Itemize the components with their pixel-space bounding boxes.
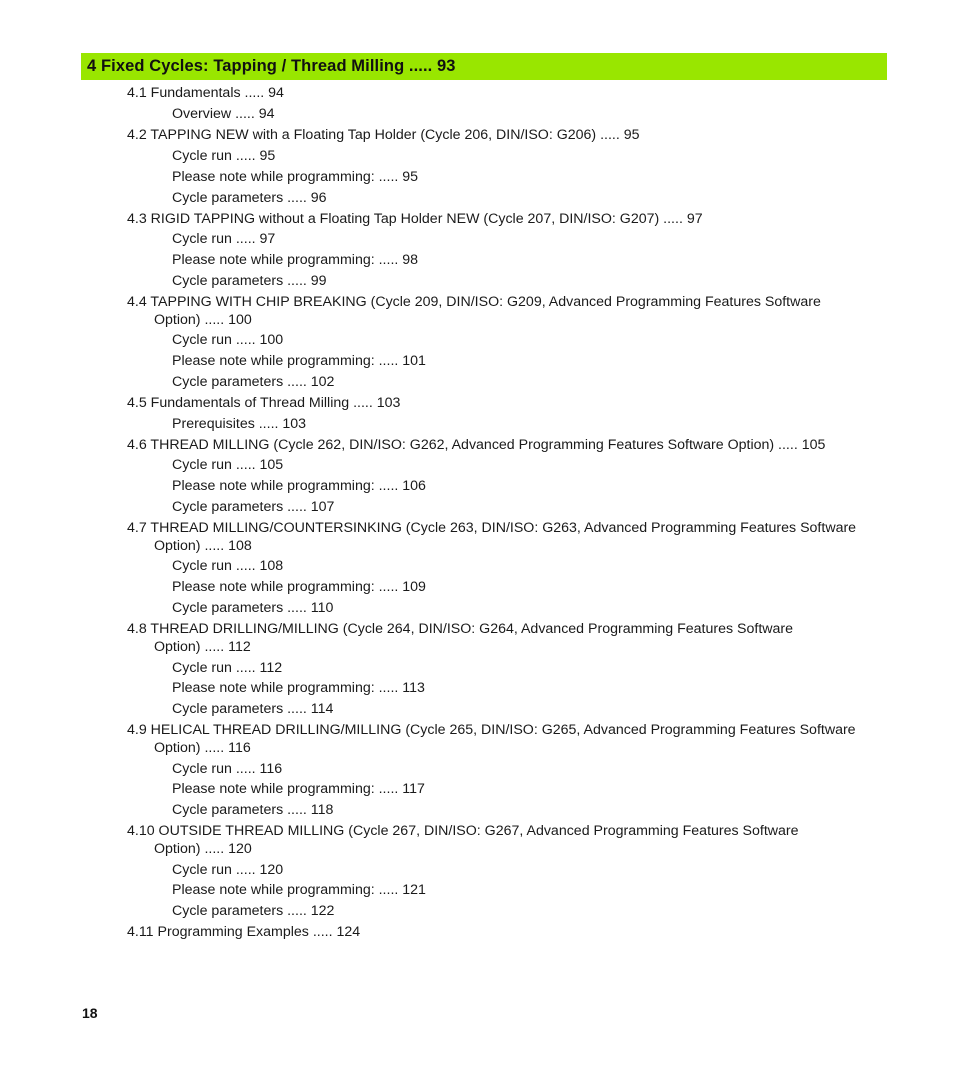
toc-section-4-2[interactable]: 4.2 TAPPING NEW with a Floating Tap Holder (Cycle 206, DIN/ISO: G206) ..... 95 (127, 127, 640, 143)
toc-subsection[interactable]: Cycle parameters ..... 122 (172, 903, 335, 919)
toc-subsection[interactable]: Please note while programming: ..... 101 (172, 353, 426, 369)
toc-subsection[interactable]: Cycle parameters ..... 102 (172, 374, 335, 390)
toc-section-line: 4.10 OUTSIDE THREAD MILLING (Cycle 267, DIN/ISO: G267, Advanced Programming Features Software (127, 823, 799, 839)
toc-section-line: Option) ..... 100 (154, 312, 252, 328)
toc-subsection[interactable]: Cycle run ..... 108 (172, 558, 284, 574)
toc-subsection[interactable]: Cycle parameters ..... 107 (172, 499, 335, 515)
toc-section-line: Option) ..... 112 (154, 639, 251, 655)
toc-section-line: Option) ..... 116 (154, 740, 251, 756)
toc-subsection[interactable]: Please note while programming: ..... 106 (172, 478, 426, 494)
toc-section-4-10[interactable] (127, 822, 867, 858)
toc-subsection[interactable]: Cycle run ..... 112 (172, 660, 283, 676)
toc-section-line: Option) ..... 120 (154, 841, 252, 857)
toc-section-4-3[interactable]: 4.3 RIGID TAPPING without a Floating Tap Holder NEW (Cycle 207, DIN/ISO: G207) ..... 97 (127, 211, 703, 227)
toc-section-line: 4.4 TAPPING WITH CHIP BREAKING (Cycle 209, DIN/ISO: G209, Advanced Programming Features Software (127, 294, 821, 310)
toc-section-4-7[interactable] (127, 519, 867, 555)
toc-subsection[interactable]: Cycle run ..... 120 (172, 862, 284, 878)
toc-section-line: 4.9 HELICAL THREAD DRILLING/MILLING (Cycle 265, DIN/ISO: G265, Advanced Programming Features Software (127, 722, 856, 738)
toc-subsection[interactable]: Please note while programming: ..... 95 (172, 169, 419, 185)
toc-subsection[interactable]: Cycle run ..... 95 (172, 148, 276, 164)
toc-subsection[interactable]: Cycle run ..... 116 (172, 761, 283, 777)
chapter-title[interactable]: 4 Fixed Cycles: Tapping / Thread Milling ..... 93 (87, 57, 456, 75)
toc-subsection[interactable]: Please note while programming: ..... 113 (172, 680, 425, 696)
toc-subsection[interactable]: Cycle parameters ..... 110 (172, 600, 334, 616)
chapter-header-bar (81, 53, 887, 80)
toc-subsection[interactable]: Cycle parameters ..... 96 (172, 190, 327, 206)
toc-section-line: 4.7 THREAD MILLING/COUNTERSINKING (Cycle 263, DIN/ISO: G263, Advanced Programming Features Software (127, 520, 857, 536)
toc-section-4-8[interactable] (127, 620, 867, 656)
toc-section-4-4[interactable] (127, 293, 867, 329)
toc-subsection[interactable]: Cycle parameters ..... 99 (172, 273, 327, 289)
toc-section-4-5[interactable]: 4.5 Fundamentals of Thread Milling ..... 103 (127, 395, 401, 411)
toc-section-4-11[interactable]: 4.11 Programming Examples ..... 124 (127, 924, 361, 940)
toc-subsection[interactable]: Overview ..... 94 (172, 106, 275, 122)
toc-subsection[interactable]: Prerequisites ..... 103 (172, 416, 307, 432)
toc-subsection[interactable]: Please note while programming: ..... 109 (172, 579, 426, 595)
toc-subsection[interactable]: Please note while programming: ..... 98 (172, 252, 419, 268)
toc-section-line: 4.8 THREAD DRILLING/MILLING (Cycle 264, DIN/ISO: G264, Advanced Programming Features Software (127, 621, 794, 637)
toc-subsection[interactable]: Cycle run ..... 100 (172, 332, 284, 348)
toc-subsection[interactable]: Cycle parameters ..... 114 (172, 701, 334, 717)
toc-subsection[interactable]: Cycle run ..... 97 (172, 231, 276, 247)
toc-section-4-1[interactable]: 4.1 Fundamentals ..... 94 (127, 85, 284, 101)
toc-subsection[interactable]: Please note while programming: ..... 117 (172, 781, 425, 797)
toc-section-4-9[interactable] (127, 721, 867, 757)
toc-section-line: Option) ..... 108 (154, 538, 252, 554)
toc-subsection[interactable]: Cycle parameters ..... 118 (172, 802, 334, 818)
page-number: 18 (82, 1005, 98, 1021)
toc-subsection[interactable]: Please note while programming: ..... 121 (172, 882, 426, 898)
toc-section-4-6[interactable]: 4.6 THREAD MILLING (Cycle 262, DIN/ISO: G262, Advanced Programming Features Software Option) ..... 105 (127, 437, 826, 453)
toc-subsection[interactable]: Cycle run ..... 105 (172, 457, 284, 473)
